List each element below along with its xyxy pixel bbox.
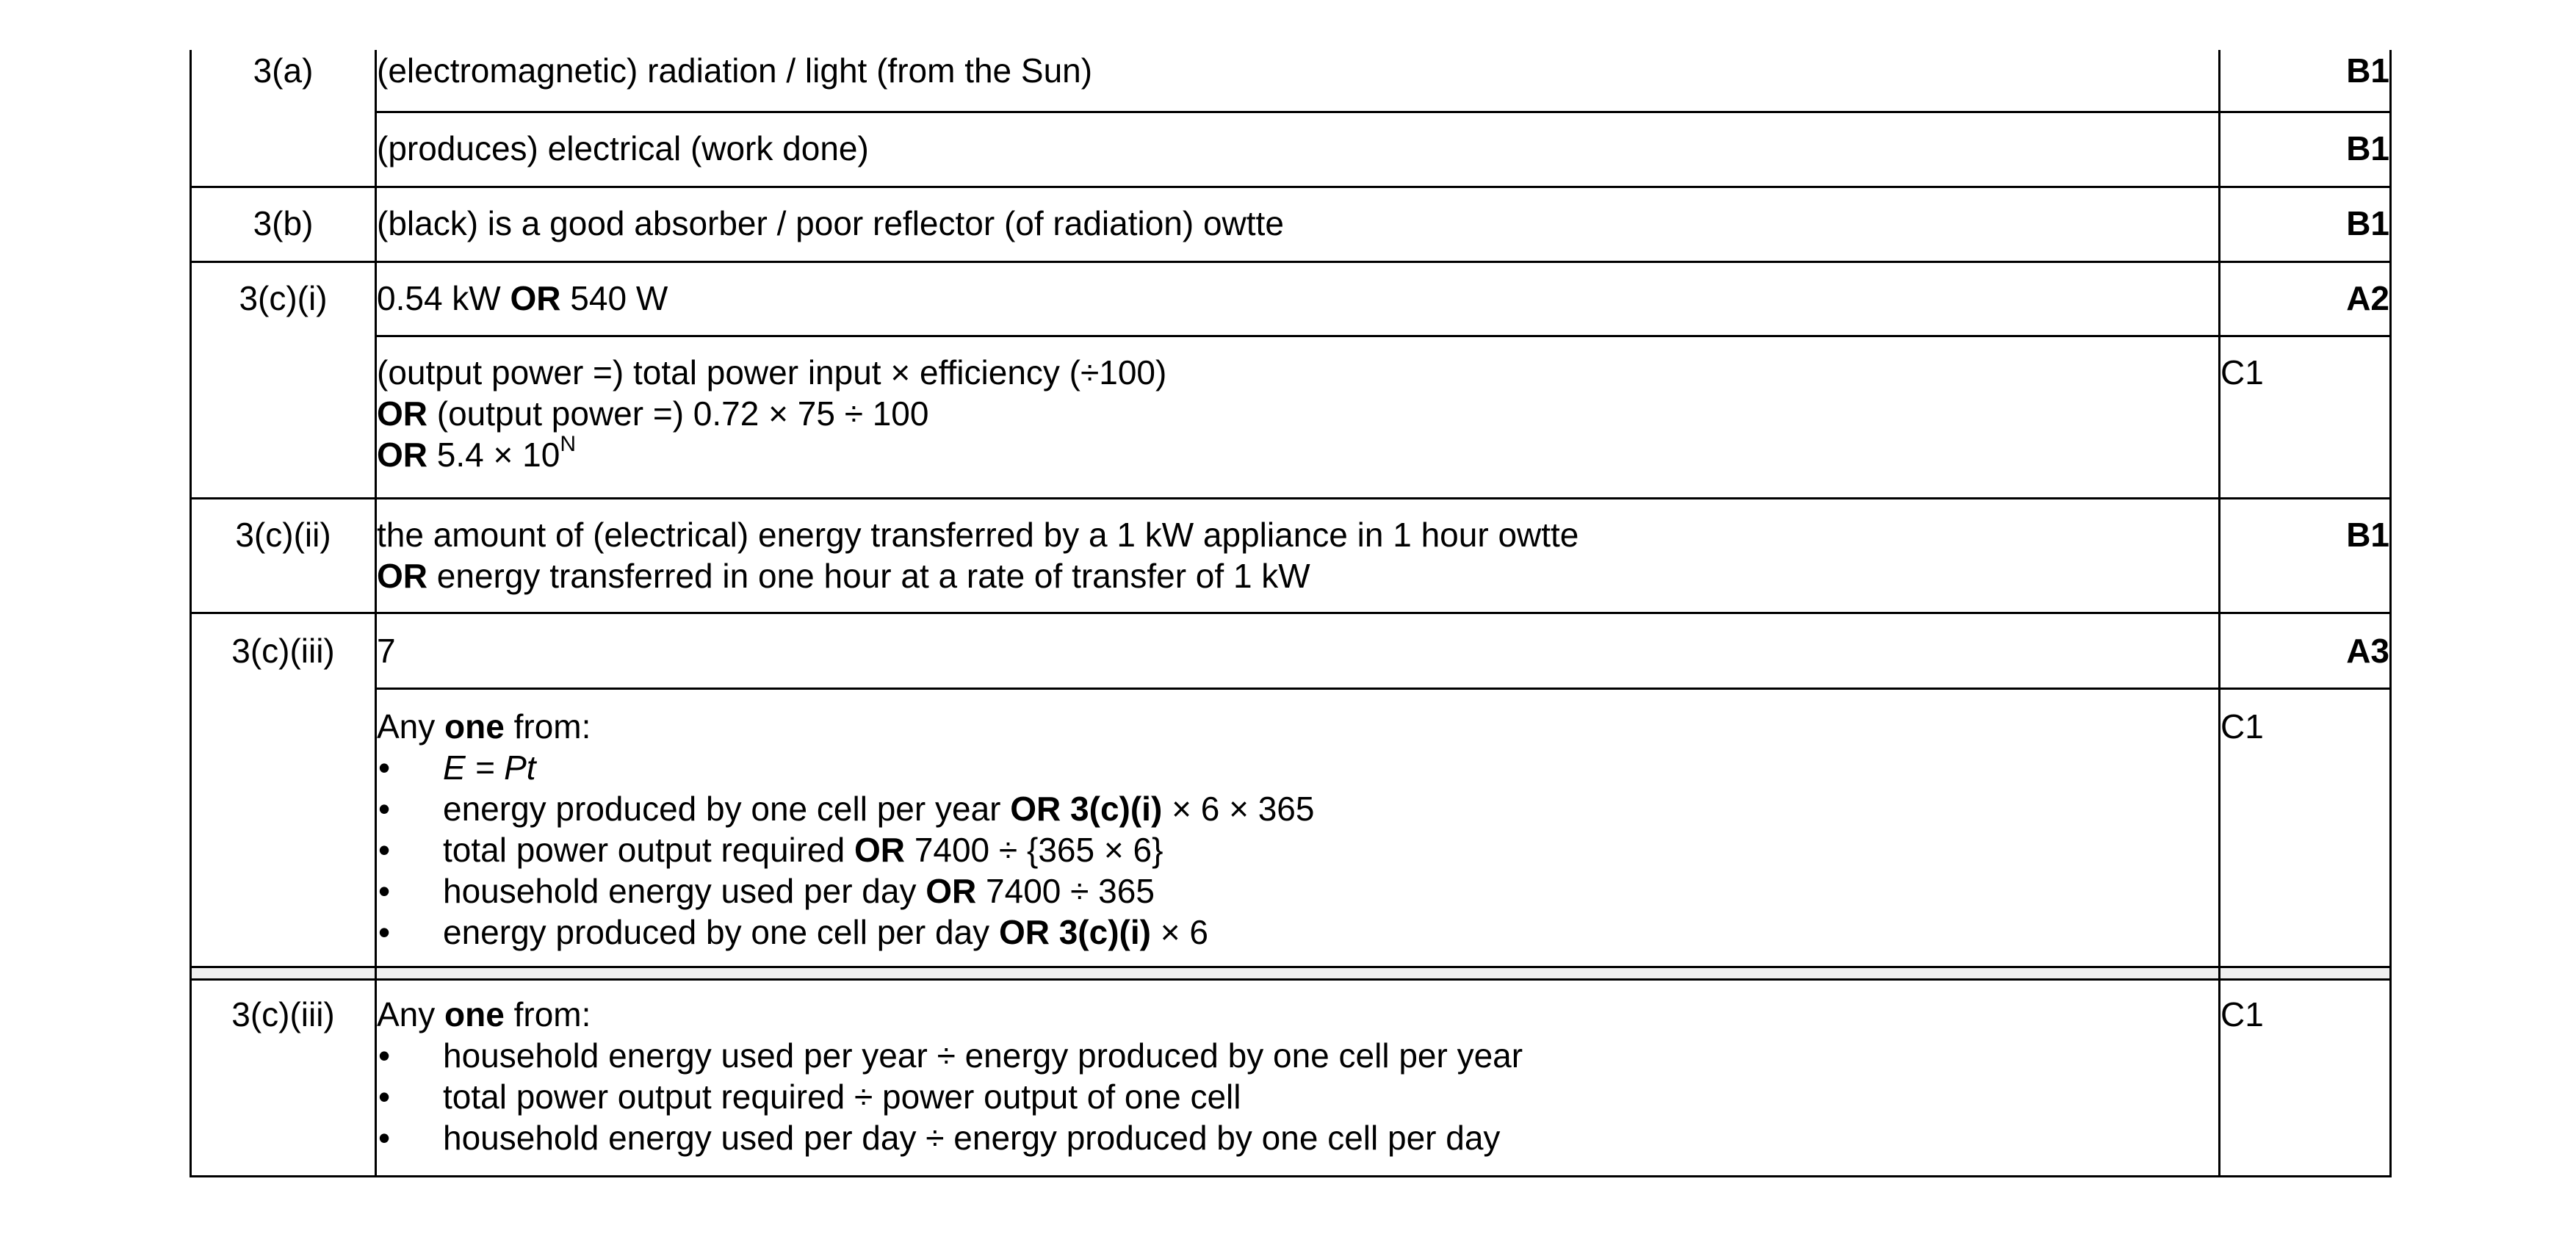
method-text: (output power =) 0.72 × 75 ÷ 100 — [436, 394, 929, 433]
method-line: (output power =) total power input × efficiency (÷100) — [377, 353, 1167, 392]
mark-cell: C1 — [2220, 979, 2391, 1176]
list-item — [377, 1076, 2218, 1117]
question-number: 3(b) — [191, 187, 376, 261]
table-row — [191, 187, 2391, 261]
bullet-icon: • — [378, 1036, 391, 1075]
bullet-icon: • — [378, 871, 391, 910]
table-row — [191, 112, 2391, 187]
answer-cell — [376, 50, 2220, 112]
or-keyword: OR — [854, 830, 906, 869]
intro-text: from: — [513, 995, 591, 1033]
intro-line — [377, 994, 2218, 1035]
list-text: total power output required ÷ power output of one cell — [443, 1077, 1241, 1116]
answer-cell — [376, 112, 2220, 187]
or-keyword: OR — [926, 871, 977, 910]
or-keyword: OR — [377, 435, 427, 474]
mark-cell: A2 — [2220, 261, 2391, 336]
answer-value: energy transferred in one hour at a rate of transfer of 1 kW — [436, 556, 1310, 595]
answer-text: 7 — [377, 631, 396, 670]
list-text: energy produced by one cell per year — [443, 789, 1001, 828]
list-text: total power output required — [443, 830, 845, 869]
answer-cell — [376, 688, 2220, 967]
method-text: 5.4 × 10 — [436, 435, 560, 474]
question-number: 3(c)(ii) — [191, 498, 376, 613]
bullet-icon: • — [378, 748, 391, 787]
answer-text: (electromagnetic) radiation / light (from the Sun) — [377, 51, 1093, 90]
mark-cell: C1 — [2220, 336, 2391, 498]
or-keyword: OR — [998, 912, 1050, 951]
table-row — [191, 688, 2391, 967]
table-row — [191, 336, 2391, 498]
list-item — [377, 912, 2218, 953]
list-item — [377, 747, 2218, 788]
list-text: 7400 ÷ 365 — [986, 871, 1155, 910]
mark-cell: C1 — [2220, 688, 2391, 967]
table-row — [191, 979, 2391, 1176]
mark-cell: B1 — [2220, 187, 2391, 261]
method-line — [377, 393, 2218, 434]
mark-scheme-page — [190, 50, 2389, 1177]
question-reference: 3(c)(i) — [1058, 912, 1151, 951]
answer-cell — [376, 613, 2220, 688]
exponent: N — [560, 432, 576, 457]
answer-cell — [376, 498, 2220, 613]
question-reference: 3(c)(i) — [1070, 789, 1163, 828]
or-keyword: OR — [377, 394, 427, 433]
list-text: household energy used per day — [443, 871, 917, 910]
table-row — [191, 613, 2391, 688]
mark-cell: A3 — [2220, 613, 2391, 688]
formula: E = Pt — [443, 748, 536, 787]
question-number: 3(c)(iii) — [191, 613, 376, 967]
mark-cell: B1 — [2220, 50, 2391, 112]
bullet-icon: • — [378, 912, 391, 951]
bullet-icon: • — [378, 1118, 391, 1157]
list-item — [377, 788, 2218, 829]
list-item — [377, 1035, 2218, 1076]
separator-cell — [376, 967, 2220, 979]
bullet-list — [377, 1035, 2218, 1158]
list-text: × 6 × 365 — [1172, 789, 1315, 828]
table-row — [191, 261, 2391, 336]
separator-cell — [191, 967, 376, 979]
bullet-icon: • — [378, 830, 391, 869]
page-break-separator — [191, 967, 2391, 979]
intro-text: Any — [377, 707, 436, 746]
mark-cell: B1 — [2220, 112, 2391, 187]
question-number: 3(a) — [191, 50, 376, 187]
intro-emphasis: one — [444, 995, 505, 1033]
answer-cell — [376, 261, 2220, 336]
list-text: energy produced by one cell per day — [443, 912, 990, 951]
answer-value: 540 W — [570, 278, 668, 317]
list-text: household energy used per day ÷ energy produced by one cell per day — [443, 1118, 1501, 1157]
intro-line — [377, 706, 2218, 747]
answer-cell — [376, 187, 2220, 261]
or-keyword: OR — [377, 556, 427, 595]
answer-text: (black) is a good absorber / poor reflector (of radiation) owtte — [377, 203, 1284, 242]
answer-text: (produces) electrical (work done) — [377, 129, 869, 167]
list-item — [377, 829, 2218, 870]
bullet-icon: • — [378, 789, 391, 828]
answer-text — [377, 555, 2218, 596]
or-keyword: OR — [1010, 789, 1061, 828]
bullet-list — [377, 747, 2218, 953]
intro-text: Any — [377, 995, 436, 1033]
answer-cell — [376, 979, 2220, 1176]
answer-cell — [376, 336, 2220, 498]
answer-text — [377, 278, 2218, 319]
table-row — [191, 498, 2391, 613]
mark-scheme-table — [190, 50, 2392, 1177]
bullet-icon: • — [378, 1077, 391, 1116]
answer-text: the amount of (electrical) energy transferred by a 1 kW appliance in 1 hour owtte — [377, 515, 1579, 554]
method-line — [377, 434, 2218, 475]
question-number: 3(c)(iii) — [191, 979, 376, 1176]
table-row — [191, 50, 2391, 112]
list-item — [377, 870, 2218, 912]
list-text: household energy used per year ÷ energy produced by one cell per year — [443, 1036, 1523, 1075]
or-keyword: OR — [510, 278, 561, 317]
question-number: 3(c)(i) — [191, 261, 376, 498]
intro-emphasis: one — [444, 707, 505, 746]
intro-text: from: — [513, 707, 591, 746]
separator-cell — [2220, 967, 2391, 979]
answer-value: 0.54 kW — [377, 278, 501, 317]
mark-cell: B1 — [2220, 498, 2391, 613]
list-text: × 6 — [1160, 912, 1208, 951]
list-text: 7400 ÷ {365 × 6} — [914, 830, 1163, 869]
list-item — [377, 1117, 2218, 1158]
